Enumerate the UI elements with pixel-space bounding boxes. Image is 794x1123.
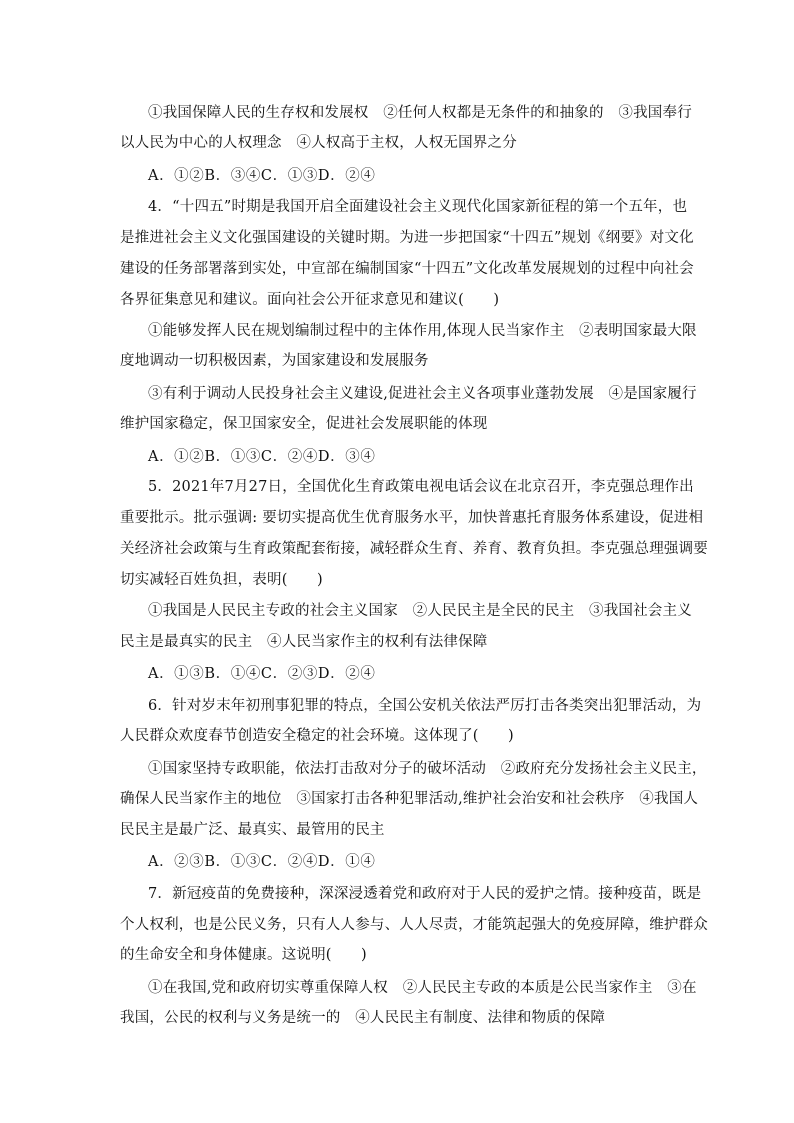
q5-options-line-1: ①我国是人民民主专政的社会主义国家 ②人民民主是全民的民主 ③我国社会主义 [148, 603, 692, 619]
q4-options-line-2: 度地调动一切积极因素，为国家建设和发展服务 [120, 353, 429, 369]
q6-stem-line-2: 人民群众欢度春节创造安全稳定的社会环境。这体现了( ) [120, 728, 514, 744]
q4-options-line-4: 维护国家稳定，保卫国家安全，促进社会发展职能的体现 [120, 416, 488, 432]
q5-stem-line-4: 切实减轻百姓负担，表明( ) [120, 572, 323, 588]
q4-stem-line-3: 建设的任务部署落到实处，中宣部在编制国家“十四五”文化改革发展规划的过程中向社会 [120, 261, 694, 277]
q7-stem-line-2: 个人权利，也是公民义务，只有人人参与、人人尽责，才能筑起强大的免疫屏障，维护群众 [120, 917, 708, 933]
q4-stem-line-2: 是推进社会主义文化强国建设的关键时期。为进一步把国家“十四五”规划《纲要》对文化 [120, 230, 694, 246]
q5-answer-choices: A．①③B．①④C．②③D．②④ [148, 666, 376, 682]
q5-options-line-2: 民主是最真实的民主 ④人民当家作主的权利有法律保障 [120, 634, 488, 650]
q3-answer-choices: A．①②B．③④C．①③D．②④ [148, 168, 376, 184]
q6-stem-line-1: 6．针对岁末年初刑事犯罪的特点，全国公安机关依法严厉打击各类突出犯罪活动，为 [148, 698, 702, 714]
q5-stem-line-1: 5．2021年7月27日，全国优化生育政策电视电话会议在北京召开，李克强总理作出 [148, 479, 694, 495]
q7-stem-line-3: 的生命安全和身体健康。这说明( ) [120, 947, 367, 963]
q3-options-line-2: 以人民为中心的人权理念 ④人权高于主权，人权无国界之分 [120, 135, 517, 151]
q6-options-line-2: 确保人民当家作主的地位 ③国家打击各种犯罪活动,维护社会治安和社会秩序 ④我国人 [120, 791, 699, 807]
q4-stem-line-1: 4．“十四五”时期是我国开启全面建设社会主义现代化国家新征程的第一个五年，也 [148, 199, 688, 215]
q4-answer-choices: A．①②B．①③C．②④D．③④ [148, 449, 376, 465]
q5-stem-line-2: 重要批示。批示强调: 要切实提高优生优育服务水平，加快普惠托育服务体系建设，促进相 [120, 510, 704, 526]
q4-stem-line-4: 各界征集意见和建议。面向社会公开征求意见和建议( ) [120, 292, 500, 308]
q7-options-line-1: ①在我国,党和政府切实尊重保障人权 ②人民民主专政的本质是公民当家作主 ③在 [148, 980, 697, 996]
q7-options-line-2: 我国，公民的权利与义务是统一的 ④人民民主有制度、法律和物质的保障 [120, 1010, 606, 1026]
q4-options-line-1: ①能够发挥人民在规划编制过程中的主体作用,体现人民当家作主 ②表明国家最大限 [148, 323, 697, 339]
q5-stem-line-3: 关经济社会政策与生育政策配套衔接，减轻群众生育、养育、教育负担。李克强总理强调要 [120, 541, 708, 557]
q4-options-line-3: ③有利于调动人民投身社会主义建设,促进社会主义各项事业蓬勃发展 ④是国家履行 [148, 386, 697, 402]
q6-options-line-1: ①国家坚持专政职能，依法打击敌对分子的破坏活动 ②政府充分发扬社会主义民主， [148, 761, 707, 777]
q3-options-line-1: ①我国保障人民的生存权和发展权 ②任何人权都是无条件的和抽象的 ③我国奉行 [148, 105, 692, 121]
q7-stem-line-1: 7．新冠疫苗的免费接种，深深浸透着党和政府对于人民的爱护之情。接种疫苗，既是 [148, 886, 702, 902]
q6-answer-choices: A．②③B．①③C．②④D．①④ [148, 854, 376, 870]
q6-options-line-3: 民民主是最广泛、最真实、最管用的民主 [120, 822, 385, 838]
